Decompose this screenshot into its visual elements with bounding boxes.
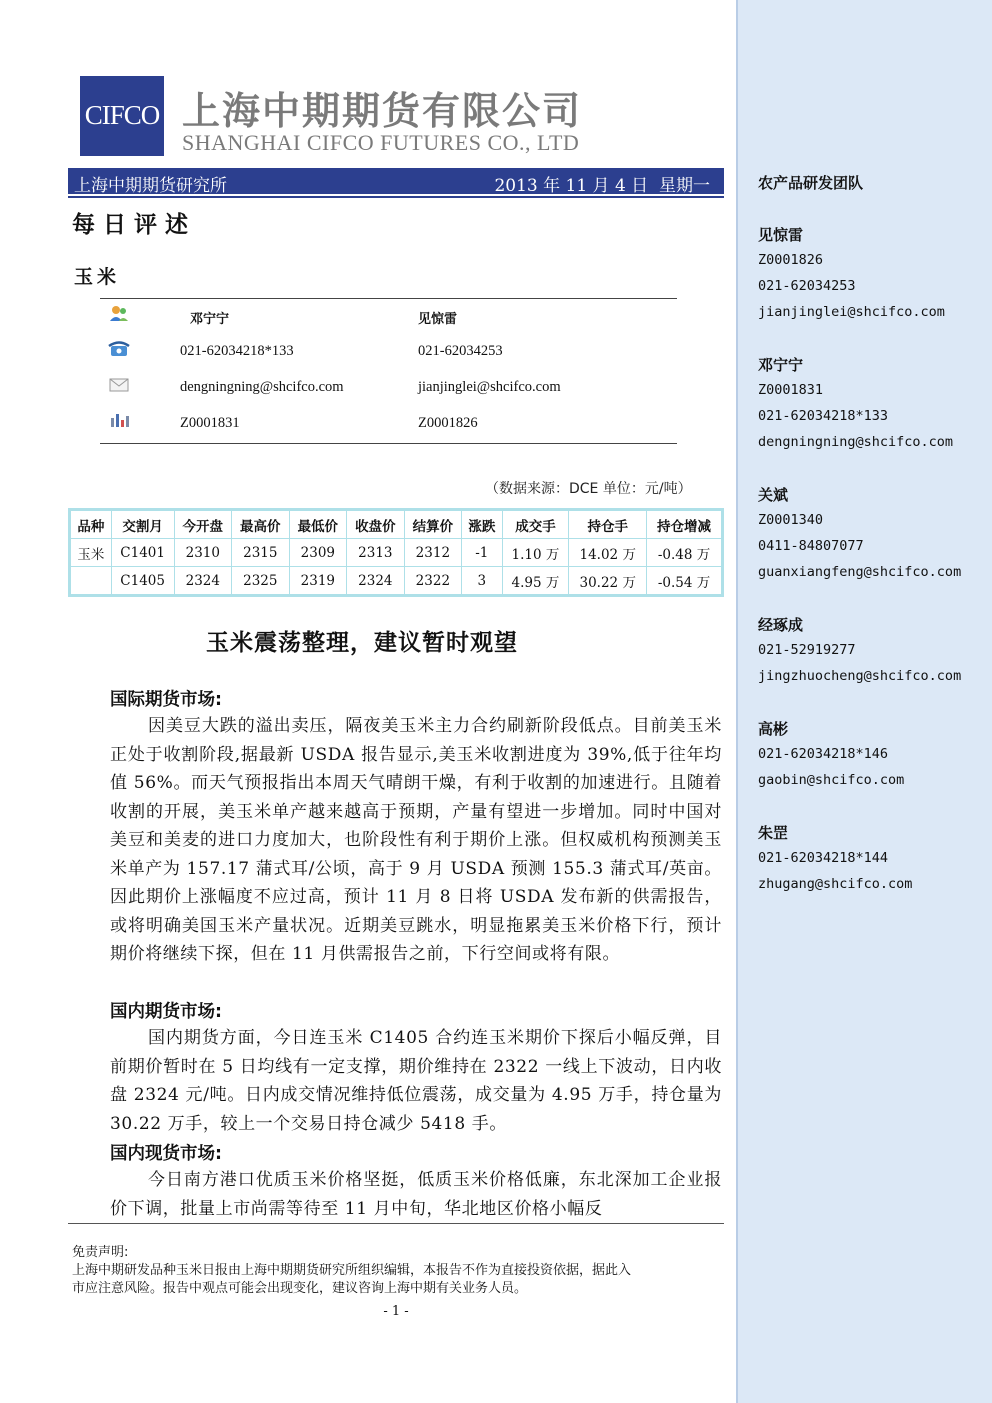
table-header: 涨跌	[462, 510, 502, 539]
institute-name: 上海中期期货研究所	[74, 176, 227, 196]
header-divider	[68, 196, 724, 198]
table-header-row	[70, 510, 723, 539]
sidebar-member-name: 邓宁宁	[758, 356, 804, 374]
contact-phone-2: 021-62034253	[418, 343, 503, 359]
sidebar-title: 农产品研发团队	[758, 174, 864, 192]
table-cell: C1405	[111, 567, 174, 596]
table-cell: 2310	[174, 539, 232, 567]
table-cell: 2313	[347, 539, 405, 567]
disclaimer-line-2: 市应注意风险。报告中观点可能会出现变化，建议咨询上海中期有关业务人员。	[72, 1281, 528, 1296]
table-cell: 2325	[232, 567, 290, 596]
table-cell: 2312	[404, 539, 462, 567]
sidebar	[736, 0, 992, 1403]
section-text-domestic-futures: 国内期货方面，今日连玉米 C1405 合约连玉米期价下探后小幅反弹，目前期价暂时在 5 日均线有一定支撑，期价维持在 2322 一线上下波动，日内收盘 2324 元/吨。日内成交情况维持低位震荡，成交量为 4.95 万手，持仓量为 30.22 万手，较上一个交易日持仓减少 5418 手。	[110, 1028, 722, 1134]
chart-icon	[108, 410, 130, 428]
sidebar-member-phone: 021-52919277	[758, 642, 856, 658]
sidebar-member-email[interactable]: dengningning@shcifco.com	[758, 434, 954, 450]
section-text-spot: 今日南方港口优质玉米价格坚挺，低质玉米价格低廉，东北深加工企业报价下调，批量上市尚需等待至 11 月中旬，华北地区价格小幅反	[110, 1170, 722, 1219]
table-cell: 14.02 万	[569, 539, 647, 567]
contact-divider-top	[100, 298, 677, 299]
sidebar-member-name: 朱罡	[758, 824, 789, 842]
table-cell: 3	[462, 567, 502, 596]
sidebar-member-phone: 021-62034218*146	[758, 746, 889, 762]
footer-divider	[68, 1223, 724, 1224]
sidebar-member-name: 高彬	[758, 720, 789, 738]
company-name-cn: 上海中期期货有限公司	[182, 89, 583, 133]
table-cell: 2324	[347, 567, 405, 596]
quote-table	[68, 508, 724, 597]
report-date: 2013 年 11 月 4 日 星期一	[494, 176, 710, 196]
contact-email-1[interactable]: dengningning@shcifco.com	[180, 379, 344, 395]
sidebar-member-phone: 021-62034253	[758, 278, 856, 294]
sidebar-member-phone: 0411-84807077	[758, 538, 864, 554]
sidebar-member-name: 关斌	[758, 486, 789, 504]
table-header: 结算价	[404, 510, 462, 539]
table-cell: -0.48 万	[647, 539, 723, 567]
report-title: 每日评述	[72, 211, 196, 238]
sidebar-member-phone: 021-62034218*144	[758, 850, 889, 866]
table-cell: -0.54 万	[647, 567, 723, 596]
sidebar-member-email[interactable]: zhugang@shcifco.com	[758, 876, 913, 892]
table-cell: -1	[462, 539, 502, 567]
person-icon	[108, 304, 130, 322]
disclaimer-line-1: 上海中期研发品种玉米日报由上海中期期货研究所组织编辑，本报告不作为直接投资依据，据此入	[72, 1263, 632, 1278]
table-row	[70, 567, 723, 596]
sidebar-member-email[interactable]: guanxiangfeng@shcifco.com	[758, 564, 962, 580]
table-header: 成交手	[502, 510, 569, 539]
table-cell: 玉米	[70, 539, 112, 567]
section-heading-intl: 国际期货市场:	[110, 690, 222, 710]
logo-text: CIFCO	[84, 100, 160, 130]
table-cell: 2319	[289, 567, 347, 596]
table-header: 收盘价	[347, 510, 405, 539]
table-header: 今开盘	[174, 510, 232, 539]
table-header: 交割月	[111, 510, 174, 539]
table-header: 持仓手	[569, 510, 647, 539]
table-cell: 2309	[289, 539, 347, 567]
table-cell: 4.95 万	[502, 567, 569, 596]
contact-name-2: 见惊雷	[418, 311, 458, 326]
sidebar-member-name: 经琢成	[758, 616, 804, 634]
table-row	[70, 539, 723, 567]
contact-id-1: Z0001831	[180, 415, 240, 431]
table-cell: 1.10 万	[502, 539, 569, 567]
table-header: 最低价	[289, 510, 347, 539]
contact-divider-bottom	[100, 443, 677, 444]
table-cell: 2322	[404, 567, 462, 596]
phone-icon	[108, 340, 130, 358]
table-cell: 2324	[174, 567, 232, 596]
company-name-en: SHANGHAI CIFCO FUTURES CO., LTD	[182, 130, 580, 155]
table-cell	[70, 567, 112, 596]
sidebar-member-email[interactable]: jingzhuocheng@shcifco.com	[758, 668, 962, 684]
table-cell: 30.22 万	[569, 567, 647, 596]
table-header: 持仓增减	[647, 510, 723, 539]
section-heading-spot: 国内现货市场:	[110, 1144, 222, 1164]
product-name: 玉米	[74, 266, 121, 288]
mail-icon	[108, 376, 130, 394]
header-bar	[68, 168, 724, 194]
table-header: 最高价	[232, 510, 290, 539]
table-cell: 2315	[232, 539, 290, 567]
sidebar-member-email[interactable]: gaobin@shcifco.com	[758, 772, 905, 788]
table-header: 品种	[70, 510, 112, 539]
page-number: - 1 -	[383, 1304, 409, 1319]
sidebar-member-name: 见惊雷	[758, 226, 804, 244]
data-source-note: （数据来源：DCE 单位：元/吨）	[485, 481, 692, 497]
section-heading-domestic-futures: 国内期货市场:	[110, 1002, 222, 1022]
sidebar-member-id: Z0001831	[758, 382, 824, 398]
contact-phone-1: 021-62034218*133	[180, 343, 294, 359]
sidebar-member-email[interactable]: jianjinglei@shcifco.com	[758, 304, 945, 320]
sidebar-member-phone: 021-62034218*133	[758, 408, 889, 424]
article-headline: 玉米震荡整理，建议暂时观望	[206, 629, 518, 656]
table-cell: C1401	[111, 539, 174, 567]
section-text-intl: 因美豆大跌的溢出卖压，隔夜美玉米主力合约刷新阶段低点。目前美玉米正处于收割阶段,据最新 USDA 报告显示,美玉米收割进度为 39%,低于往年均值 56%。而天气预报指出本周天气晴朗干燥，有利于收割的加速进行。且随着收割的开展，美玉米单产越来越高于预期，产量有望进一步增加。同时中国对美豆和美麦的进口力度加大，也阶段性有利于期价上涨。但权威机构预测美玉米单产为 157.17 蒲式耳/公顷，高于 9 月 USDA 预测 155.3 蒲式耳/英亩。因此期价上涨幅度不应过高，预计 11 月 8 日将 USDA 发布新的供需报告，或将明确美国玉米产量状况。近期美豆跳水，明显拖累美玉米价格下行，预计期价将继续下探，但在 11 月供需报告之前，下行空间或将有限。	[110, 716, 722, 964]
contact-email-2[interactable]: jianjinglei@shcifco.com	[418, 379, 561, 395]
sidebar-member-id: Z0001340	[758, 512, 824, 528]
disclaimer-title: 免责声明:	[72, 1245, 129, 1260]
contact-id-2: Z0001826	[418, 415, 478, 431]
contact-name-1: 邓宁宁	[190, 311, 230, 326]
sidebar-member-id: Z0001826	[758, 252, 824, 268]
